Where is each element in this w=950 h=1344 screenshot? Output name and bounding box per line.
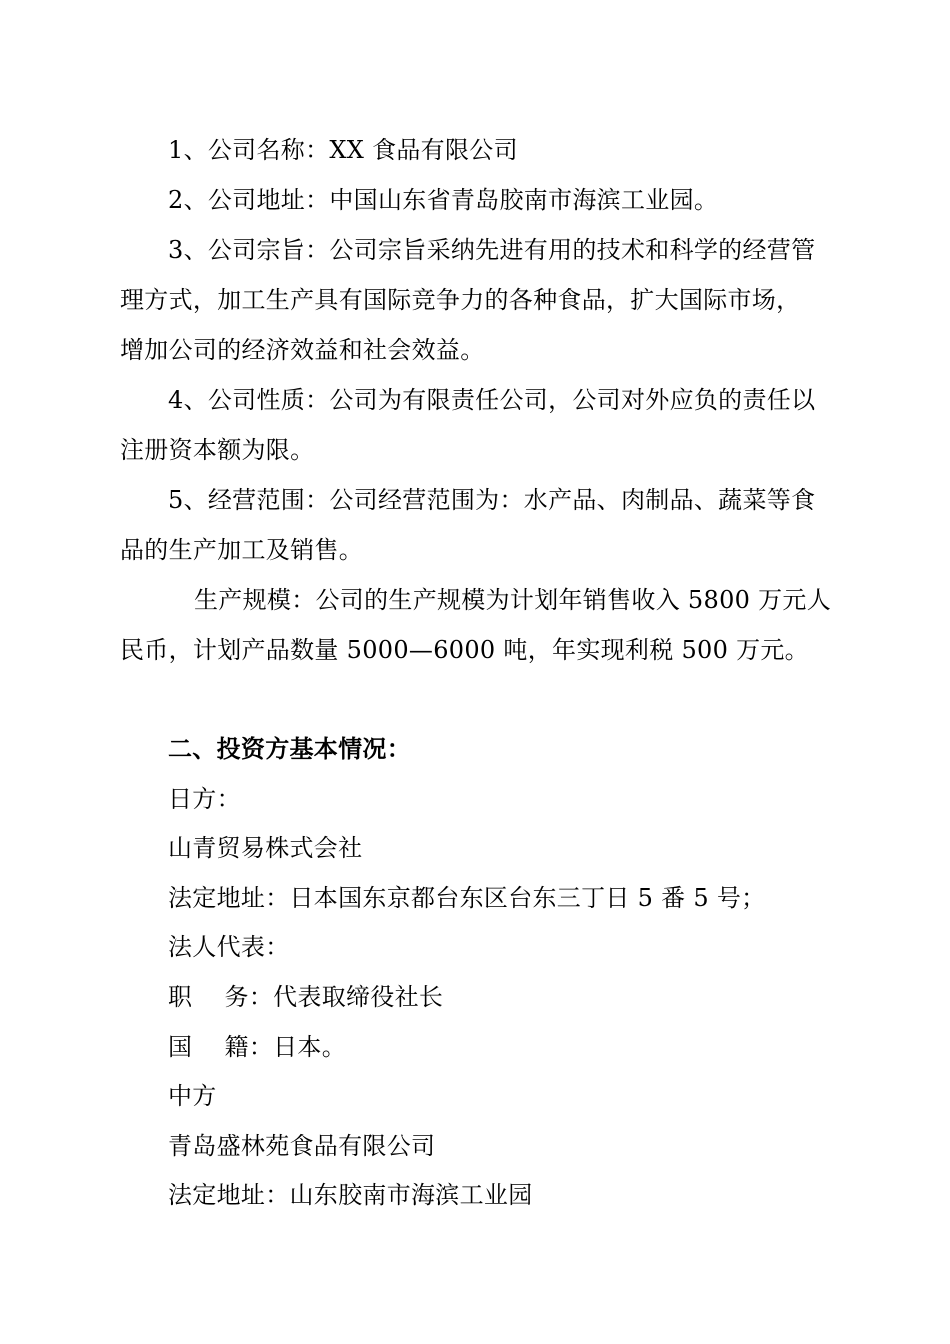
company-purpose-line-1: 3、公司宗旨：公司宗旨采纳先进有用的技术和科学的经营管	[168, 236, 816, 264]
china-legal-address: 法定地址：山东胶南市海滨工业园	[168, 1181, 533, 1209]
business-scope-line-1: 5、经营范围：公司经营范围为：水产品、肉制品、蔬菜等食	[168, 486, 816, 514]
japan-company-name: 山青贸易株式会社	[168, 834, 363, 862]
position-line: 职 务：代表取缔役社长	[168, 983, 444, 1011]
nationality-line: 国 籍：日本。	[168, 1033, 347, 1061]
production-scale-line-1: 生产规模：公司的生产规模为计划年销售收入 5800 万元人	[194, 586, 832, 614]
japan-side-label: 日方：	[168, 785, 241, 813]
company-purpose-line-3: 增加公司的经济效益和社会效益。	[120, 336, 485, 364]
company-nature-line-2: 注册资本额为限。	[120, 436, 315, 464]
legal-representative-label: 法人代表：	[168, 933, 290, 961]
company-address-line: 2、公司地址：中国山东省青岛胶南市海滨工业园。	[168, 186, 719, 214]
japan-legal-address: 法定地址：日本国东京都台东区台东三丁日 5 番 5 号；	[168, 884, 766, 912]
china-company-name: 青岛盛林苑食品有限公司	[168, 1132, 436, 1160]
company-nature-line-1: 4、公司性质：公司为有限责任公司，公司对外应负的责任以	[168, 386, 816, 414]
production-scale-line-2: 民币，计划产品数量 5000—6000 吨，年实现利税 500 万元。	[120, 636, 809, 664]
company-purpose-line-2: 理方式，加工生产具有国际竞争力的各种食品，扩大国际市场，	[120, 286, 801, 314]
china-side-label: 中方	[168, 1082, 217, 1110]
business-scope-line-2: 品的生产加工及销售。	[120, 536, 363, 564]
investors-heading: 二、投资方基本情况：	[168, 734, 411, 763]
company-name-line: 1、公司名称：XX 食品有限公司	[168, 136, 518, 164]
